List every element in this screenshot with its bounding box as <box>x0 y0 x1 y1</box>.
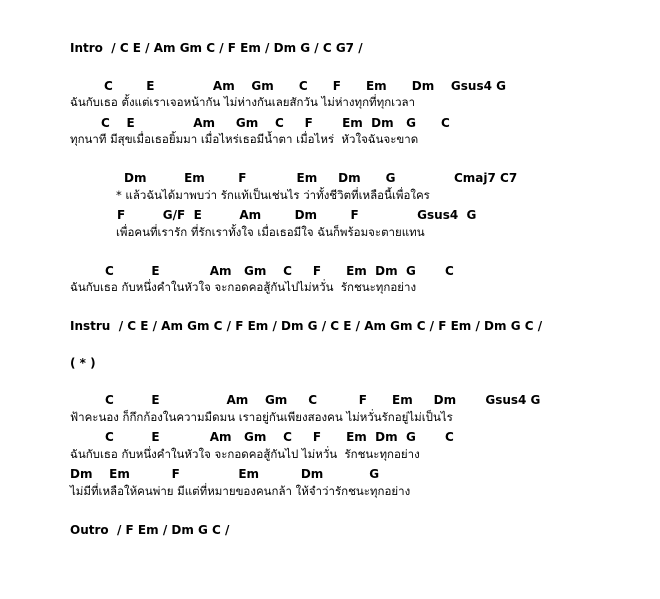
lyric-line: ฉันกับเธอ กับหนึ่งคำในหัวใจ จะกอดคอสู้กันไปไม่หวั่น รักชนะทุกอย่าง <box>70 280 417 294</box>
lyric-line: * แล้วฉันได้มาพบว่า รักแท้เป็นเช่นไร ว่าทั้งชีวิตที่เหลือนี้เพื่อใคร <box>116 188 430 202</box>
lyric-line: ฉันกับเธอ กับหนึ่งคำในหัวใจ จะกอดคอสู้กันไป ไม่หวั่น รักชนะทุกอย่าง <box>70 447 420 461</box>
chorus-repeat-marker: ( * ) <box>70 356 96 370</box>
chord-line: Dm Em F Em Dm G Cmaj7 C7 <box>124 171 518 185</box>
lyric-line: ฉันกับเธอ ตั้งแต่เราเจอหน้ากัน ไม่ห่างกันเลยสักวัน ไม่ห่างทุกที่ทุกเวลา <box>70 95 416 109</box>
chord-line: C E Am Gm C F Em Dm G C <box>105 264 454 278</box>
lyric-line: ทุกนาที มีสุขเมื่อเธอยิ้มมา เมื่อไหร่เธอมีน้ำตา เมื่อไหร่ หัวใจฉันจะขาด <box>70 132 419 146</box>
outro-line: Outro / F Em / Dm G C / <box>70 523 230 537</box>
chord-line: C E Am Gm C F Em Dm Gsus4 G <box>105 393 541 407</box>
chord-line: F G/F E Am Dm F Gsus4 G <box>117 208 477 222</box>
chord-line: Dm Em F Em Dm G <box>70 467 380 481</box>
intro-line: Intro / C E / Am Gm C / F Em / Dm G / C G7 / <box>70 41 363 55</box>
lyric-line: เพื่อคนที่เรารัก ที่รักเราทั้งใจ เมื่อเธอมีใจ ฉันก็พร้อมจะตายแทน <box>116 225 425 239</box>
chord-line: C E Am Gm C F Em Dm G C <box>101 116 450 130</box>
lyric-line: ฟ้าคะนอง ก็กึกก้องในความมืดมน เราอยู่กันเพียงสองคน ไม่หวั่นรักอยู่ไม่เป็นไร <box>70 410 453 424</box>
chord-line: C E Am Gm C F Em Dm Gsus4 G <box>104 79 506 93</box>
instru-line: Instru / C E / Am Gm C / F Em / Dm G / C E / Am Gm C / F Em / Dm G C / <box>70 319 543 333</box>
lyric-line: ไม่มีที่เหลือให้คนพ่าย มีแต่ที่หมายของคนกล้า ให้จำว่ารักชนะทุกอย่าง <box>70 484 411 498</box>
chord-line: C E Am Gm C F Em Dm G C <box>105 430 454 444</box>
